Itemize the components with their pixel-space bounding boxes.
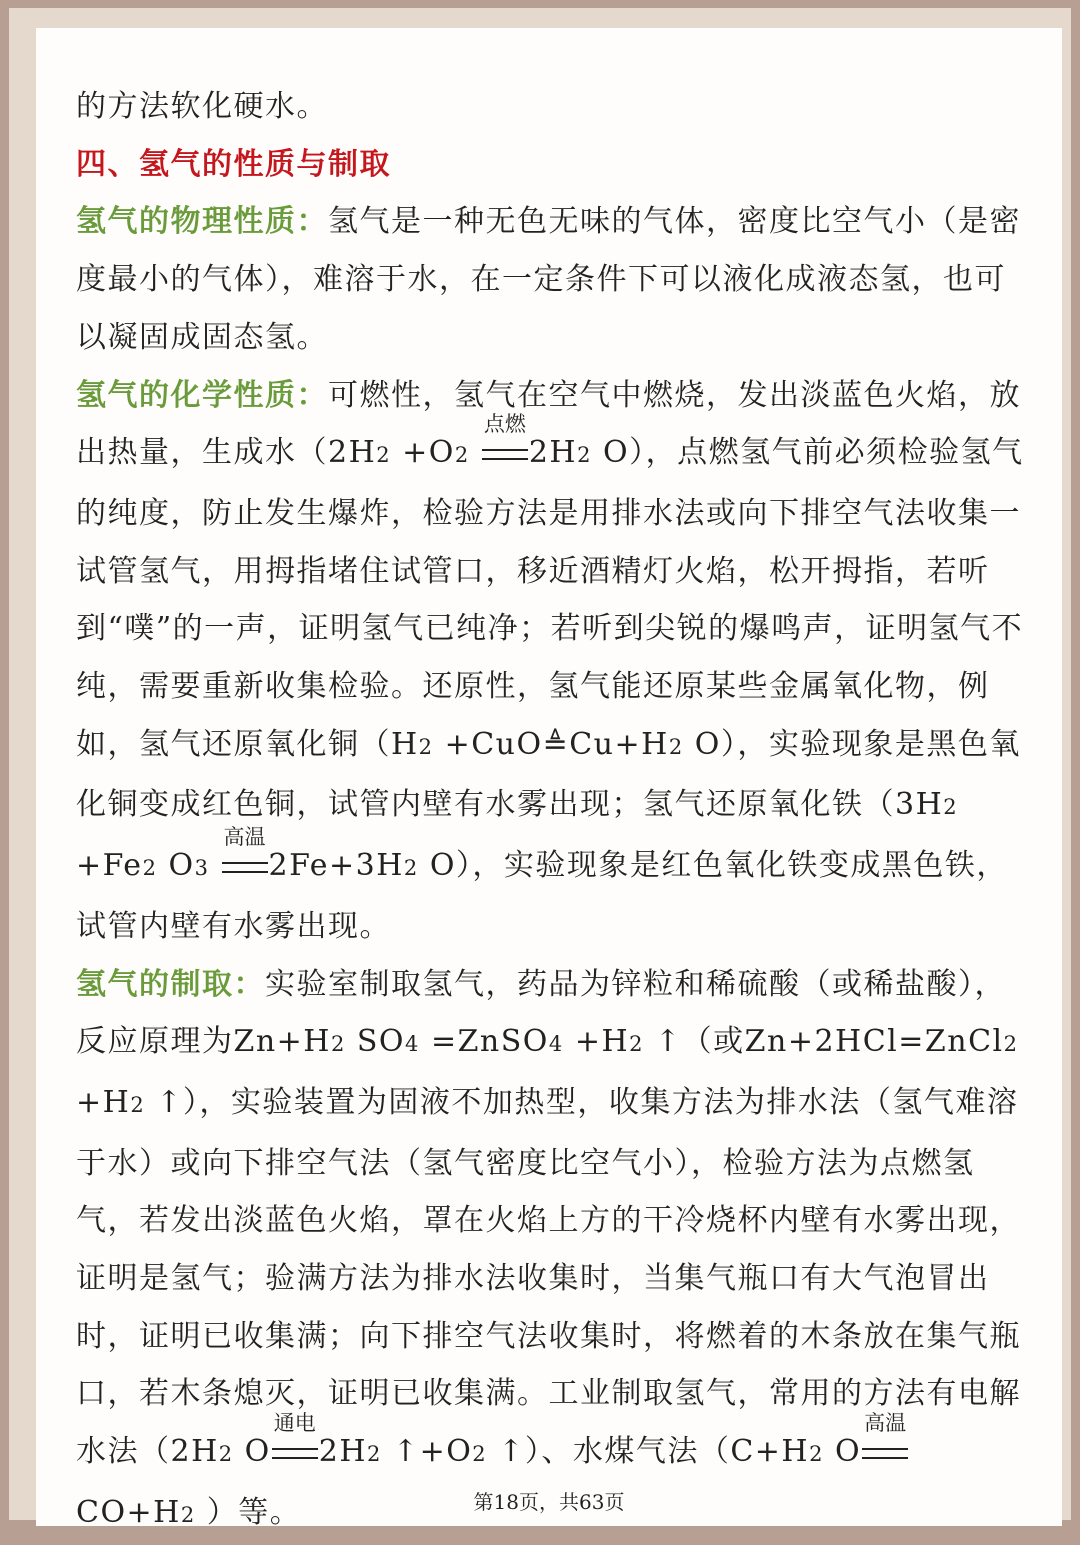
double-line-sign [482, 449, 528, 460]
subscript: 4 [548, 1032, 564, 1057]
intro-text: 的方法软化硬水。 [76, 89, 328, 124]
double-line-sign [222, 862, 268, 873]
reaction-condition: 通电 [273, 1411, 316, 1436]
chemical-text: 2Fe+3H [268, 848, 404, 884]
preparation-paragraph [76, 956, 1024, 1545]
subscript: 2 [130, 1092, 146, 1117]
preparation-text: O [823, 1434, 862, 1470]
section-heading: 四、氢气的性质与制取 [76, 146, 391, 182]
subscript: 2 [668, 734, 684, 759]
chemical-text: +O [391, 435, 455, 471]
preparation-text: CO+H [76, 1494, 181, 1530]
chemical-text: O [157, 848, 195, 884]
subscript: 2 [180, 1502, 196, 1527]
chemical-text: +Fe [76, 848, 143, 884]
subscript: 2 [454, 443, 470, 468]
chemical-text: O），实验现象是黑色氧化铜变成红色铜，试管内壁有水雾出现；氢气还原氧化铁（3H [76, 726, 1021, 823]
subscript: 2 [472, 1442, 488, 1467]
chemical-text: O），点燃氢气前必须检验氢气的纯度，防止发生爆炸，检验方法是用排水法或向下排空气法收集一试管氢气，用拇指堵住试管口，移近酒精灯火焰，松开拇指，若听到“噗”的一声，证明氢气已纯净；若听到尖锐的爆鸣声，证明氢气不纯，需要重新收集检验。还原性，氢气能还原某些金属氧化物，例如，氢气还原氧化铜（H [76, 435, 1024, 762]
preparation-text: ↑（或Zn+2HCl=ZnCl [644, 1024, 1004, 1060]
preparation-text: =ZnSO [419, 1024, 549, 1060]
preparation-label: 氢气的制取： [76, 966, 265, 1002]
document-page [36, 28, 1062, 1530]
reaction-condition-arrow [221, 825, 269, 881]
reaction-condition: 高温 [864, 1411, 907, 1436]
page-frame [9, 8, 1071, 1530]
physical-properties-text: 氢气是一种无色无味的气体，密度比空气小（是密度最小的气体），难溶于水，在一定条件下可以液化成液态氢，也可以凝固成固态氢。 [76, 204, 1021, 355]
subscript: 2 [1003, 1032, 1019, 1057]
reaction-condition-arrow [481, 412, 529, 468]
preparation-text: 2H [318, 1434, 368, 1470]
preparation-text: ）等。 [195, 1494, 302, 1530]
physical-properties-paragraph [76, 193, 1024, 366]
preparation-text: ↑+O [381, 1434, 473, 1470]
double-line-sign [862, 1448, 908, 1459]
chemical-text: 可燃性，氢气在空气中燃烧，发出淡蓝色火焰，放出热量，生成水（2H [76, 377, 1021, 471]
intro-paragraph [76, 78, 1024, 136]
reaction-condition: 点燃 [483, 412, 526, 437]
preparation-text: SO [345, 1024, 406, 1060]
subscript: 4 [405, 1032, 420, 1057]
subscript: 2 [376, 443, 392, 468]
chemical-properties-paragraph [76, 367, 1024, 956]
subscript: 2 [577, 443, 592, 468]
preparation-text: O [233, 1434, 271, 1470]
reaction-condition-arrow [271, 1411, 319, 1467]
subscript: 2 [403, 856, 419, 881]
subscript: 2 [330, 1032, 346, 1057]
subscript: 2 [629, 1032, 644, 1057]
document-body [76, 78, 1024, 1545]
preparation-text: +H [76, 1084, 131, 1120]
subscript: 2 [218, 1442, 234, 1467]
preparation-text: +H [563, 1024, 630, 1060]
page-number: 第18页，共63页 [473, 1490, 625, 1514]
subscript: 3 [194, 856, 210, 881]
chemical-properties-label: 氢气的化学性质： [76, 377, 328, 413]
subscript: 2 [367, 1442, 382, 1467]
subscript: 2 [943, 795, 959, 820]
reaction-condition: 高温 [223, 825, 266, 850]
preparation-text: 实验室制取氢气，药品为锌粒和稀硫酸（或稀盐酸），反应原理为Zn+H [76, 966, 1006, 1060]
double-line-sign [272, 1448, 318, 1459]
reaction-condition-arrow [861, 1411, 909, 1467]
subscript: 2 [418, 734, 434, 759]
chemical-text: +CuO≜Cu+H [433, 726, 669, 762]
preparation-text: ↑），实验装置为固液不加热型，收集方法为排水法（氢气难溶于水）或向下排空气法（氢气密度比空气小），检验方法为点燃氢气，若发出淡蓝色火焰，罩在火焰上方的干冷烧杯内壁有水雾出现，证明是氢气；验满方法为排水法收集时，当集气瓶口有大气泡冒出时，证明已收集满；向下排空气法收集时，将燃着的木条放在集气瓶口，若木条熄灭，证明已收集满。工业制取氢气，常用的方法有电解水法（2H [76, 1084, 1021, 1470]
chemical-text: O），实验现象是红色氧化铁变成黑色铁，试管内壁有水雾出现。 [76, 848, 1008, 944]
preparation-text: ↑）、水煤气法（C+H [487, 1434, 810, 1470]
physical-properties-label: 氢气的物理性质： [76, 204, 328, 240]
subscript: 2 [809, 1442, 824, 1467]
chemical-text: 2H [528, 435, 578, 471]
subscript: 2 [142, 856, 158, 881]
